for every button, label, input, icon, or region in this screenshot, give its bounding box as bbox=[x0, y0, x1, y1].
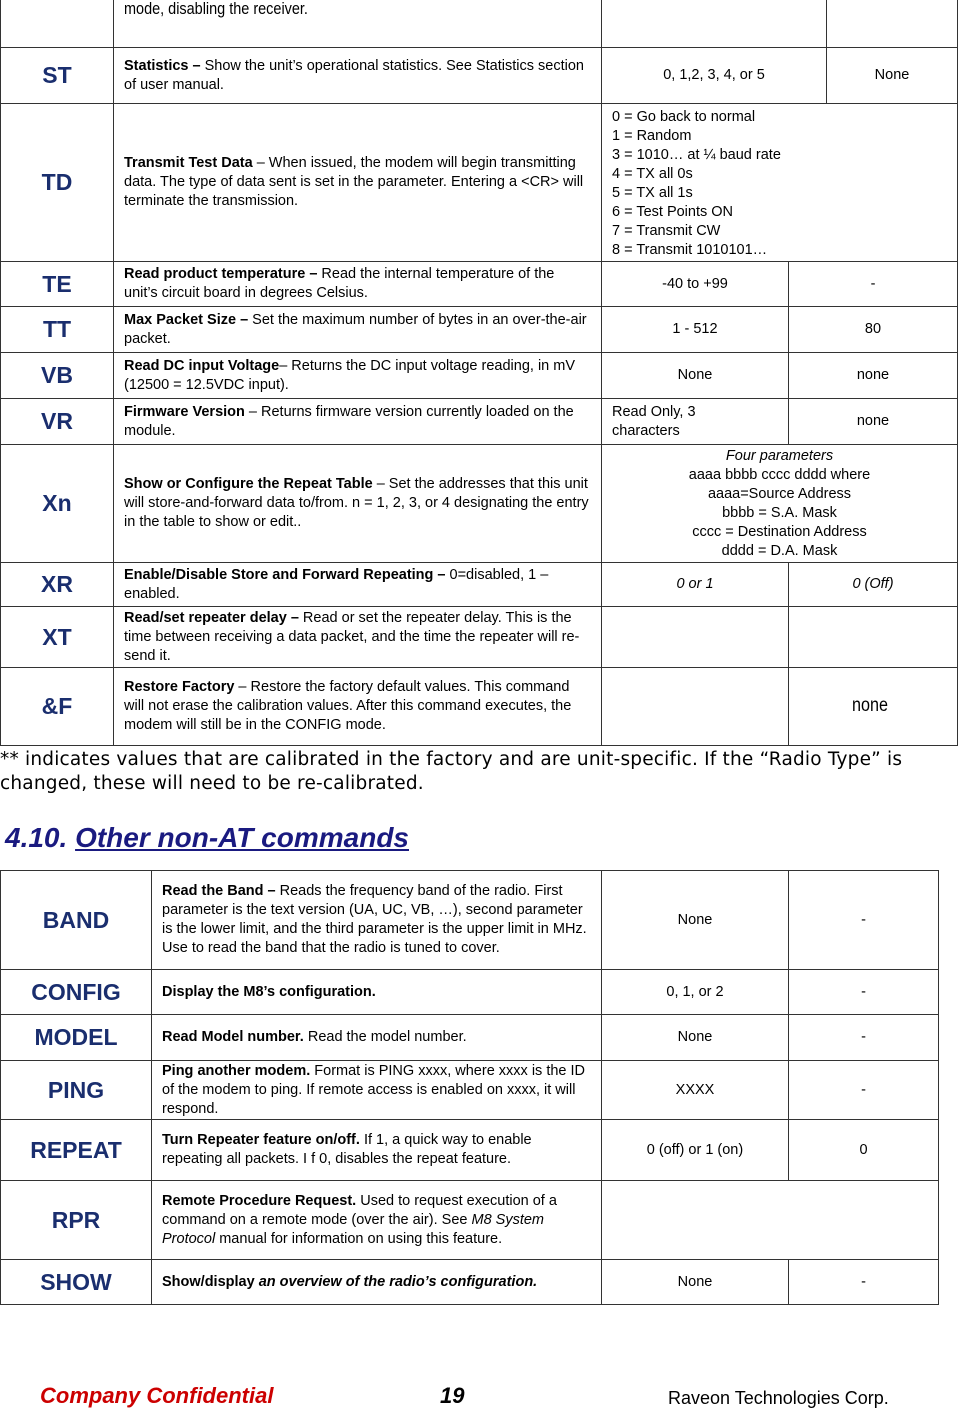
repeat-table-params: Four parameters aaaa bbbb cccc dddd where aaaa=Source Address bbbb = S.A. Mask cccc = Destination Address dddd = D.A. Mask bbox=[602, 445, 958, 563]
table-row: XR Enable/Disable Store and Forward Repeating – 0=disabled, 1 – enabled. 0 or 1 0 (Off) bbox=[1, 563, 958, 607]
table-row: RPR Remote Procedure Request. Used to request execution of a command on a remote mode (over the air). See M8 System Protocol manual for information on using this feature. bbox=[1, 1181, 939, 1260]
table-row: XT Read/set repeater delay – Read or set the repeater delay. This is the time between receiving a data packet, and the time the repeater will re-send it. bbox=[1, 607, 958, 668]
table-row: &F Restore Factory – Restore the factory default values. This command will not erase the calibration values. After this command executes, the modem will still be in the CONFIG mode. none bbox=[1, 668, 958, 746]
calibration-note: ** indicates values that are calibrated in the factory and are unit-specific. If the “Radio Type” is changed, these will need to be re-calibrated. bbox=[0, 749, 903, 794]
table-row: TD Transmit Test Data – When issued, the modem will begin transmitting data. The type of data sent is set in the parameter. Entering a <CR> will terminate the transmission. 0 = Go back to normal 1 = Random 3 = 1010… at ¼ baud rate 4 = TX all 0s 5 = TX all 1s 6 = Test Points ON 7 = Transmit CW 8 = Transmit 1010101… bbox=[1, 104, 958, 262]
non-at-command-table bbox=[0, 870, 939, 1305]
table-row: TE Read product temperature – Read the internal temperature of the unit’s circuit board in degrees Celsius. -40 to +99 - bbox=[1, 262, 958, 307]
table-row bbox=[1, 0, 958, 48]
table-row: BAND Read the Band – Reads the frequency band of the radio. First parameter is the text version (UA, UC, VB, …), second parameter is the lower limit, and the third parameter is the upper limit in MHz. Use to read the band that the radio is tuned to cover. None - bbox=[1, 871, 939, 970]
table-row: VR Firmware Version – Returns firmware version currently loaded on the module. Read Only, 3 characters none bbox=[1, 399, 958, 445]
table-row: Xn Show or Configure the Repeat Table – Set the addresses that this unit will store-and-forward data to/from. n = 1, 2, 3, or 4 designating the entry in the table to show or edit.. Four parameters aaaa bbbb cccc dddd where aaaa=Source Address bbbb = S.A. Mask cccc = Destination Address dddd = D.A. Mask bbox=[1, 445, 958, 563]
table-row: TT Max Packet Size – Set the maximum number of bytes in an over-the-air packet. 1 - 512 80 bbox=[1, 307, 958, 353]
page-number: 19 bbox=[440, 1383, 465, 1408]
footer-confidential: Company Confidential bbox=[40, 1383, 274, 1408]
row-desc: mode, disabling the receiver. bbox=[124, 0, 308, 18]
footer-company: Raveon Technologies Corp. bbox=[668, 1388, 889, 1408]
table-row: SHOW Show/display an overview of the radio’s configuration. None - bbox=[1, 1260, 939, 1305]
table-row: MODEL Read Model number. Read the model number. None - bbox=[1, 1015, 939, 1061]
table-row: PING Ping another modem. Format is PING xxxx, where xxxx is the ID of the modem to ping. If remote access is enabled on xxxx, it will respond. XXXX - bbox=[1, 1061, 939, 1120]
table-row: VB Read DC input Voltage– Returns the DC input voltage reading, in mV (12500 = 12.5VDC input). None none bbox=[1, 353, 958, 399]
command-name: ST bbox=[1, 48, 114, 104]
section-heading: 4.10. Other non-AT commands bbox=[5, 822, 409, 853]
table-row: CONFIG Display the M8’s configuration. 0, 1, or 2 - bbox=[1, 970, 939, 1015]
transmit-options: 0 = Go back to normal 1 = Random 3 = 1010… at ¼ baud rate 4 = TX all 0s 5 = TX all 1s 6 = Test Points ON 7 = Transmit CW 8 = Transmit 1010101… bbox=[602, 104, 958, 262]
table-row: ST Statistics – Show the unit’s operational statistics. See Statistics section of user manual. 0, 1,2, 3, 4, or 5 None bbox=[1, 48, 958, 104]
table-row: REPEAT Turn Repeater feature on/off. If 1, a quick way to enable repeating all packets. I f 0, disables the repeat feature. 0 (off) or 1 (on) 0 bbox=[1, 1120, 939, 1181]
